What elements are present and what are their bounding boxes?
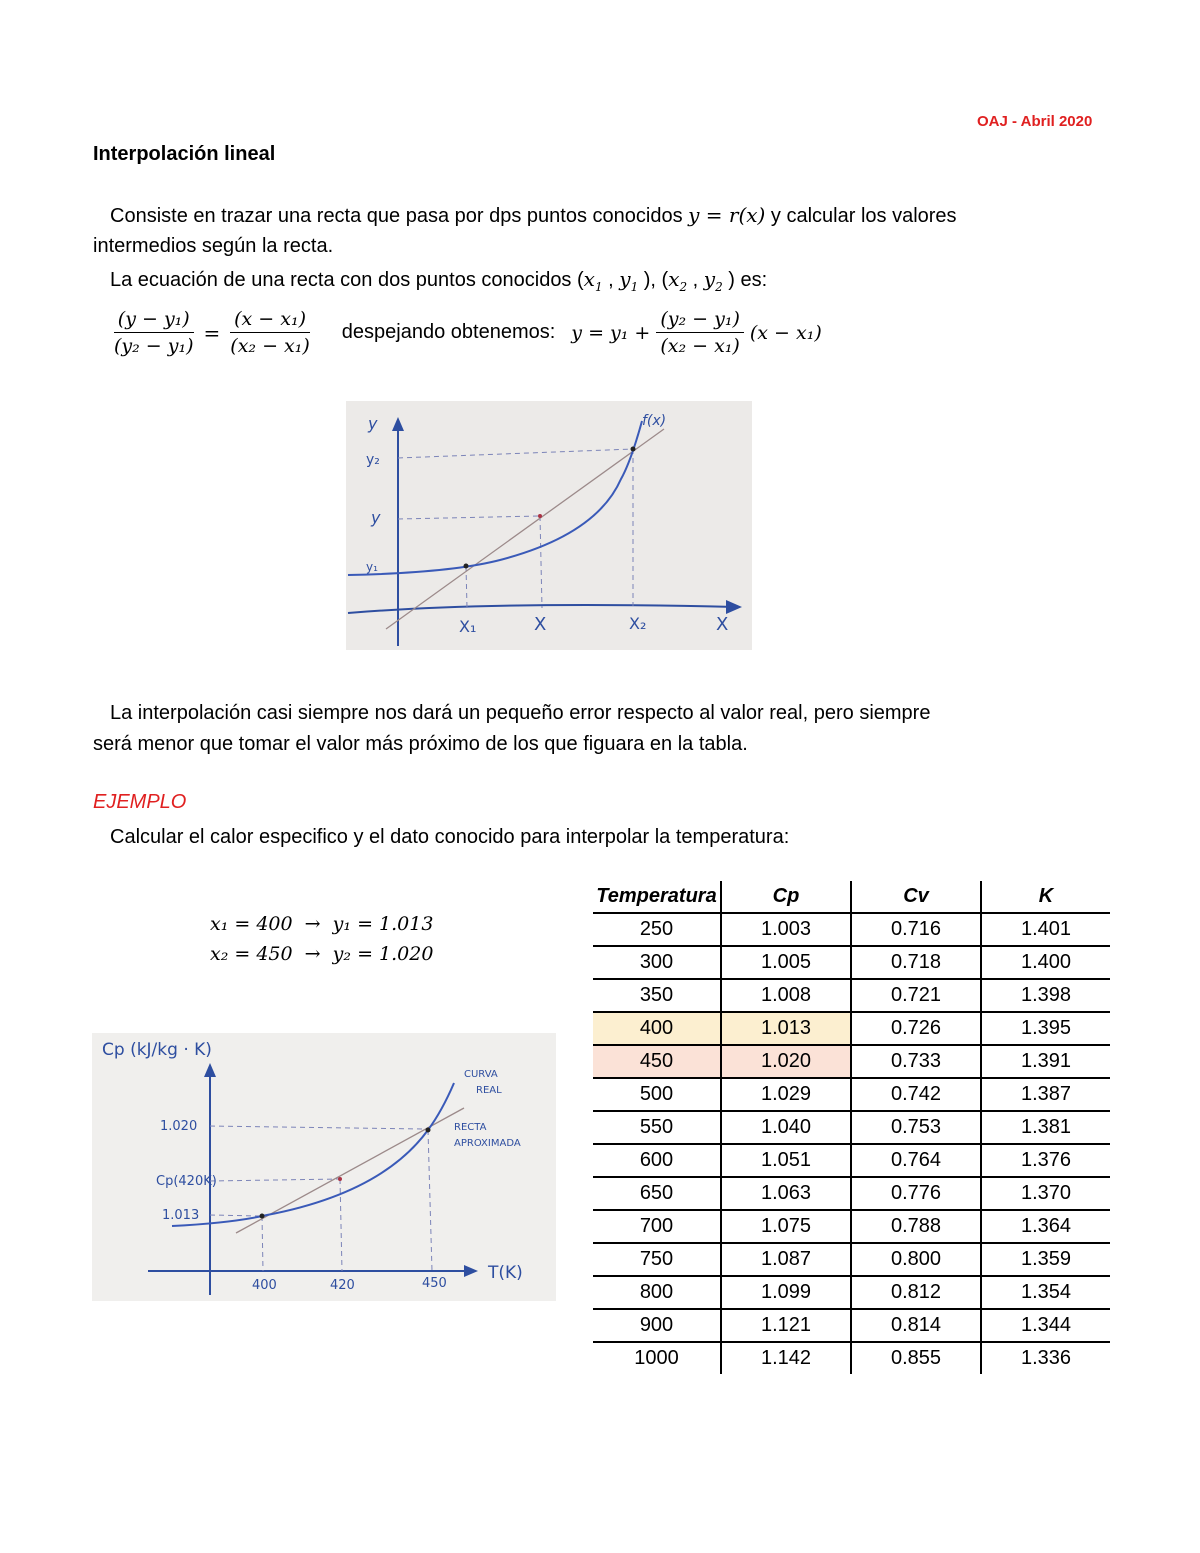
cell-k: 1.364 [981,1210,1110,1243]
cell-k: 1.354 [981,1276,1110,1309]
table-header-row [593,881,1110,913]
intro-line3-text: La ecuación de una recta con dos puntos conocidos ( [110,269,584,291]
despejando-label: despejando obtenemos: [341,321,556,343]
sketch2-400-guide [262,1216,263,1271]
sketch2-curve [172,1083,454,1226]
table-row [593,1177,1110,1210]
table-row [593,1012,1110,1045]
cell-k: 1.401 [1020,918,1072,940]
air-properties-table [593,881,1110,1374]
cell-cp: 1.099 [721,1276,851,1309]
cell-cp: 1.063 [721,1177,851,1210]
rhs-denominator: (x₂ − x₁) [230,335,310,357]
cell-k: 1.387 [981,1078,1110,1111]
table-row [593,1144,1110,1177]
sketch1-secant-line [386,429,664,629]
cell-k: 1.336 [981,1342,1110,1374]
sketch1-label-x-axis: X [716,614,729,635]
header-temperatura: Temperatura [593,881,721,913]
sketch2-label-y-axis: Cp (kJ/kg · K) [102,1040,212,1060]
table-row [593,1243,1110,1276]
sketch2-label-aproximada: APROXIMADA [454,1138,521,1149]
cell-cv: 0.776 [851,1177,981,1210]
sketch1-label-x2: X₂ [629,614,647,633]
cell-cv: 0.721 [851,979,981,1012]
example-equation-1: x₁ = 400 → y₁ = 1.013 [210,913,434,935]
cell-cp: 1.142 [721,1342,851,1374]
sketch2-label-420: 420 [330,1278,355,1293]
sketch1-label-x: X [534,614,547,635]
cell-temperatura: 800 [593,1276,721,1309]
intro-text-end: y calcular los valores [765,205,957,227]
sketch2-label-curve: CURVA [464,1069,498,1080]
note-line-2: será menor que tomar el valor más próximo de los que figuara en la tabla. [93,733,748,755]
cell-k: 1.381 [981,1111,1110,1144]
solution-suffix: (x − x₁) [749,321,822,344]
point1-x: x [583,267,595,291]
cell-cv: 0.800 [851,1243,981,1276]
point1-y-sub: 1 [630,280,639,294]
cell-temperatura: 750 [593,1243,721,1276]
header-cv: Cv [851,881,981,913]
cell-cp: 1.020 [721,1045,851,1078]
cell-temperatura: 1000 [593,1342,721,1374]
table-row [593,1210,1110,1243]
sketch1-label-y1: y₁ [366,560,378,574]
cell-cp: 1.005 [721,946,851,979]
cell-cp: 1.040 [721,1111,851,1144]
intro-line-1 [110,200,957,232]
cell-cv: 0.718 [851,946,981,979]
example-heading: EJEMPLO [93,791,187,813]
cell-cv: 0.764 [851,1144,981,1177]
cell-cv: 0.788 [851,1210,981,1243]
lhs-numerator: (y − y₁) [114,308,194,333]
cell-temperatura: 650 [593,1177,721,1210]
sketch2-label-x-axis: T(K) [488,1263,523,1283]
table-row [593,1078,1110,1111]
cp-temperature-sketch [92,1033,556,1301]
sketch1-point-x [538,514,542,518]
point2-x-sub: 2 [679,280,688,294]
cell-k: 1.370 [981,1177,1110,1210]
interpolation-sketch-svg [346,401,752,650]
cell-temperatura: 300 [593,946,721,979]
point1-y: y [619,267,631,291]
sketch1-point-1 [464,564,469,569]
cell-k: 1.400 [981,946,1110,979]
solution-fraction [656,308,744,357]
intro-line-2: intermedios según la recta. [93,235,334,257]
sketch2-point-420 [338,1177,342,1181]
sketch2-1020-guide [210,1126,424,1129]
cell-cp: 1.003 [721,913,851,946]
table-row [593,1111,1110,1144]
example-equation-2: x₂ = 450 → y₂ = 1.020 [210,943,434,965]
intro-line3-end: ) es: [722,269,768,291]
solution-prefix: y = y₁ + [571,321,651,344]
cell-k: 1.391 [981,1045,1110,1078]
sketch2-label-450: 450 [422,1276,447,1291]
comma-2: , [687,269,704,291]
cell-cv: 0.716 [851,913,981,946]
cell-k: 1.395 [981,1012,1110,1045]
sketch2-1013-guide [210,1215,260,1216]
table-row [593,1342,1110,1374]
sketch1-x-arrow [726,600,742,614]
sketch1-y2-guide [398,449,633,458]
rhs-fraction [226,308,314,357]
sketch1-label-y2: y₂ [366,452,380,468]
cell-temperatura: 700 [593,1210,721,1243]
sketch2-point-450 [426,1128,431,1133]
sketch2-label-400: 400 [252,1278,277,1293]
equals-sign: = [203,320,221,345]
intro-line3-mid: ), ( [638,269,669,291]
rhs-numerator: (x − x₁) [230,308,310,333]
cell-temperatura: 400 [593,1012,721,1045]
note-line-1: La interpolación casi siempre nos dará un pequeño error respecto al valor real, pero siempre [110,702,931,724]
table-row [593,1045,1110,1078]
table-body [593,913,1110,1374]
cell-cp: 1.075 [721,1210,851,1243]
sketch1-curve [348,421,642,575]
cell-cv: 0.726 [851,1012,981,1045]
cell-temperatura: 600 [593,1144,721,1177]
cell-temperatura: 550 [593,1111,721,1144]
cell-cv: 0.742 [851,1078,981,1111]
sketch1-point-2 [631,447,636,452]
point2-x: x [668,267,680,291]
cell-temperatura: 350 [593,979,721,1012]
solution-denominator: (x₂ − x₁) [660,335,740,357]
table-row [593,1276,1110,1309]
cell-cp: 1.029 [721,1078,851,1111]
cell-cv: 0.812 [851,1276,981,1309]
line-equation [110,308,822,357]
sketch2-label-1020: 1.020 [160,1119,198,1134]
lhs-denominator: (y₂ − y₁) [114,335,194,357]
cell-cp: 1.051 [721,1144,851,1177]
cell-k: 1.398 [981,979,1110,1012]
cell-k: 1.344 [981,1309,1110,1342]
sketch1-y-arrow [392,417,404,431]
sketch2-label-cp420: Cp(420K) [156,1174,217,1189]
sketch1-y-guide [398,516,540,519]
table-row [593,979,1110,1012]
cell-cv: 0.753 [851,1111,981,1144]
intro-text: Consiste en trazar una recta que pasa por dps puntos conocidos [110,205,689,227]
table-row [593,1309,1110,1342]
intro-math-fx: y = r(x) [688,203,766,227]
solution-numerator: (y₂ − y₁) [656,308,744,333]
cell-cv: 0.814 [851,1309,981,1342]
sketch1-label-y: y [371,508,381,527]
cp-temperature-sketch-svg [92,1033,556,1301]
sketch2-450-guide [428,1130,432,1271]
cell-temperatura: 250 [593,913,721,946]
header-k: K [981,881,1110,913]
cell-k: 1.359 [981,1243,1110,1276]
sketch2-cp420-guide [210,1179,340,1181]
sketch1-x-guide [540,516,542,608]
cell-temperatura: 900 [593,1309,721,1342]
table-row [593,946,1110,979]
cell-temperatura: 450 [593,1045,721,1078]
table-row [593,913,1110,946]
interpolation-sketch [346,401,752,650]
sketch2-label-recta: RECTA [454,1122,487,1133]
cell-cp: 1.087 [721,1243,851,1276]
sketch1-label-y-axis: y [368,414,378,433]
comma-1: , [602,269,620,291]
lhs-fraction [110,308,198,357]
cell-cp: 1.008 [721,979,851,1012]
example-statement: Calcular el calor especifico y el dato conocido para interpolar la temperatura: [110,826,790,848]
cell-cv: 0.733 [851,1045,981,1078]
sketch2-label-curve-real: REAL [476,1085,502,1096]
sketch1-label-fx: f(x) [642,413,667,429]
sketch1-label-x1: X₁ [459,617,477,636]
author-date-note: OAJ - Abril 2020 [977,113,1093,130]
cell-cp: 1.121 [721,1309,851,1342]
point2-y-sub: 2 [715,280,723,294]
sketch2-point-400 [260,1214,265,1219]
cell-k: 1.376 [981,1144,1110,1177]
point2-y: y [703,267,716,291]
header-cp: Cp [721,881,851,913]
page-title: Interpolación lineal [93,143,276,165]
sketch2-y-arrow [204,1063,216,1077]
cell-cv: 0.855 [851,1342,981,1374]
cell-cp: 1.013 [721,1012,851,1045]
sketch2-label-1013: 1.013 [162,1208,200,1223]
intro-line-3 [110,264,767,303]
cell-temperatura: 500 [593,1078,721,1111]
point1-x-sub: 1 [594,280,603,294]
sketch2-x-arrow [464,1265,478,1277]
sketch1-x1-guide [466,566,467,608]
